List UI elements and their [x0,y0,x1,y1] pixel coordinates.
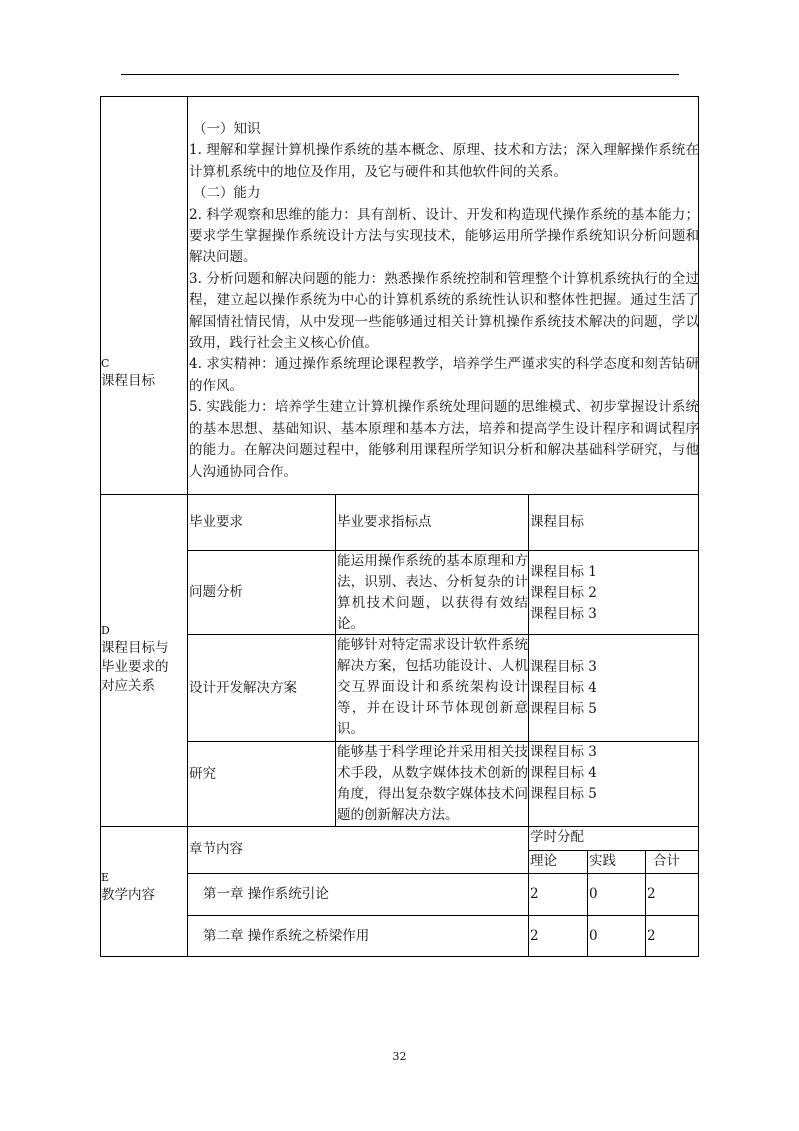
goal-item: 课程目标 3 [530,744,597,760]
section-d-title-line3: 对应关系 [101,678,155,694]
e-practice-total-divider [645,850,646,957]
chapter-title: 第一章 操作系统引论 [203,886,329,902]
goal-list [530,657,597,720]
section-c-label [101,356,187,391]
theory-hours: 2 [530,928,539,944]
goal-item: 课程目标 3 [530,606,597,622]
goal-item: 课程目标 3 [530,659,597,675]
indicator-cell: 能够基于科学理论并采用相关技术手段，从数字媒体技术创新的角度，得出复杂数字媒体技术问题的创新解决方法。 [337,744,528,823]
header-indicator: 毕业要求指标点 [337,514,432,530]
knowledge-item-1: 1. 理解和掌握计算机操作系统的基本概念、原理、技术和方法；深入理解操作系统在计算机系统中的地位及作用，及它与硬件和其他软件间的关系。 [189,142,699,180]
requirement-cell: 设计开发解决方案 [189,680,297,696]
d-col3-divider [528,494,529,826]
theory-header: 理论 [530,853,557,869]
header-course-goal: 课程目标 [530,514,584,530]
goal-list [530,742,597,805]
section-c-code: C [101,357,110,370]
practice-hours: 0 [589,886,598,902]
section-e-code: E [101,871,110,884]
section-d-title-line2: 毕业要求的 [101,659,169,675]
total-hours: 2 [647,886,656,902]
e-theory-practice-divider [587,850,588,957]
knowledge-heading: （一）知识 [193,121,261,137]
e-header-bottom-border [187,873,699,874]
theory-hours: 2 [530,886,539,902]
section-d-code: D [101,624,110,637]
header-graduation-requirement: 毕业要求 [189,514,243,530]
chapter-title: 第二章 操作系统之桥梁作用 [203,928,370,944]
goal-item: 课程目标 1 [530,564,597,580]
practice-header: 实践 [589,853,616,869]
ability-item-5: 5. 实践能力：培养学生建立计算机操作系统处理问题的思维模式、初步掌握设计系统的基本思想、基础知识、基本原理和基本方法，培养和提高学生设计程序和调试程序的能力。在解决问题过程中，能够利用课程所学知识分析和解决基础科学研究，与他人沟通协同合作。 [189,399,699,480]
section-e-title: 教学内容 [101,887,155,903]
requirement-cell: 问题分析 [189,584,243,600]
total-hours: 2 [647,928,656,944]
e-row1-bottom-border [187,915,699,916]
goal-list [530,562,597,625]
ability-item-2: 2. 科学观察和思维的能力：具有剖析、设计、开发和构造现代操作系统的基本能力；要求学生掌握操作系统设计方法与实现技术，能够运用所学操作系统知识分析问题和解决问题。 [189,206,699,266]
section-c-title: 课程目标 [101,373,155,389]
goal-item: 课程目标 5 [530,701,597,717]
e-hours-divider [528,826,529,957]
section-d-bottom-border [100,826,699,827]
section-d-title-line1: 课程目标与 [101,640,169,656]
ability-item-3: 3. 分析问题和解决问题的能力：熟悉操作系统控制和管理整个计算机系统执行的全过程，建立起以操作系统为中心的计算机系统的系统性认识和整体性把握。通过生活了解国情社情民情，从中发现一些能够通过相关计算机操作系统技术解决的问题，学以致用，践行社会主义核心价值。 [189,270,699,352]
header-rule [121,74,679,75]
ability-heading: （二）能力 [193,185,261,202]
label-column-divider [187,96,188,957]
goal-item: 课程目标 4 [530,765,597,781]
goal-item: 课程目标 4 [530,680,597,696]
section-e-label [101,870,187,905]
indicator-cell: 能运用操作系统的基本原理和方法，识别、表达、分析复杂的计算机技术问题，以获得有效结论。 [337,553,528,632]
page-number: 32 [392,1050,407,1063]
d-col2-divider [335,494,336,826]
ability-item-4: 4. 求实精神：通过操作系统理论课程教学，培养学生严谨求实的科学态度和刻苦钻研的作风。 [189,356,699,394]
practice-hours: 0 [589,928,598,944]
section-d-label [101,623,187,696]
goal-item: 课程目标 2 [530,585,597,601]
section-c-bottom-border [100,494,699,495]
goal-item: 课程目标 5 [530,786,597,802]
chapter-header: 章节内容 [189,841,243,857]
hours-header: 学时分配 [530,829,584,845]
requirement-cell: 研究 [189,766,216,782]
indicator-cell: 能够针对特定需求设计软件系统解决方案，包括功能设计、人机交互界面设计和系统架构设计等，并在设计环节体现创新意识。 [337,637,528,737]
course-goals [189,119,699,483]
total-header: 合计 [653,853,680,869]
